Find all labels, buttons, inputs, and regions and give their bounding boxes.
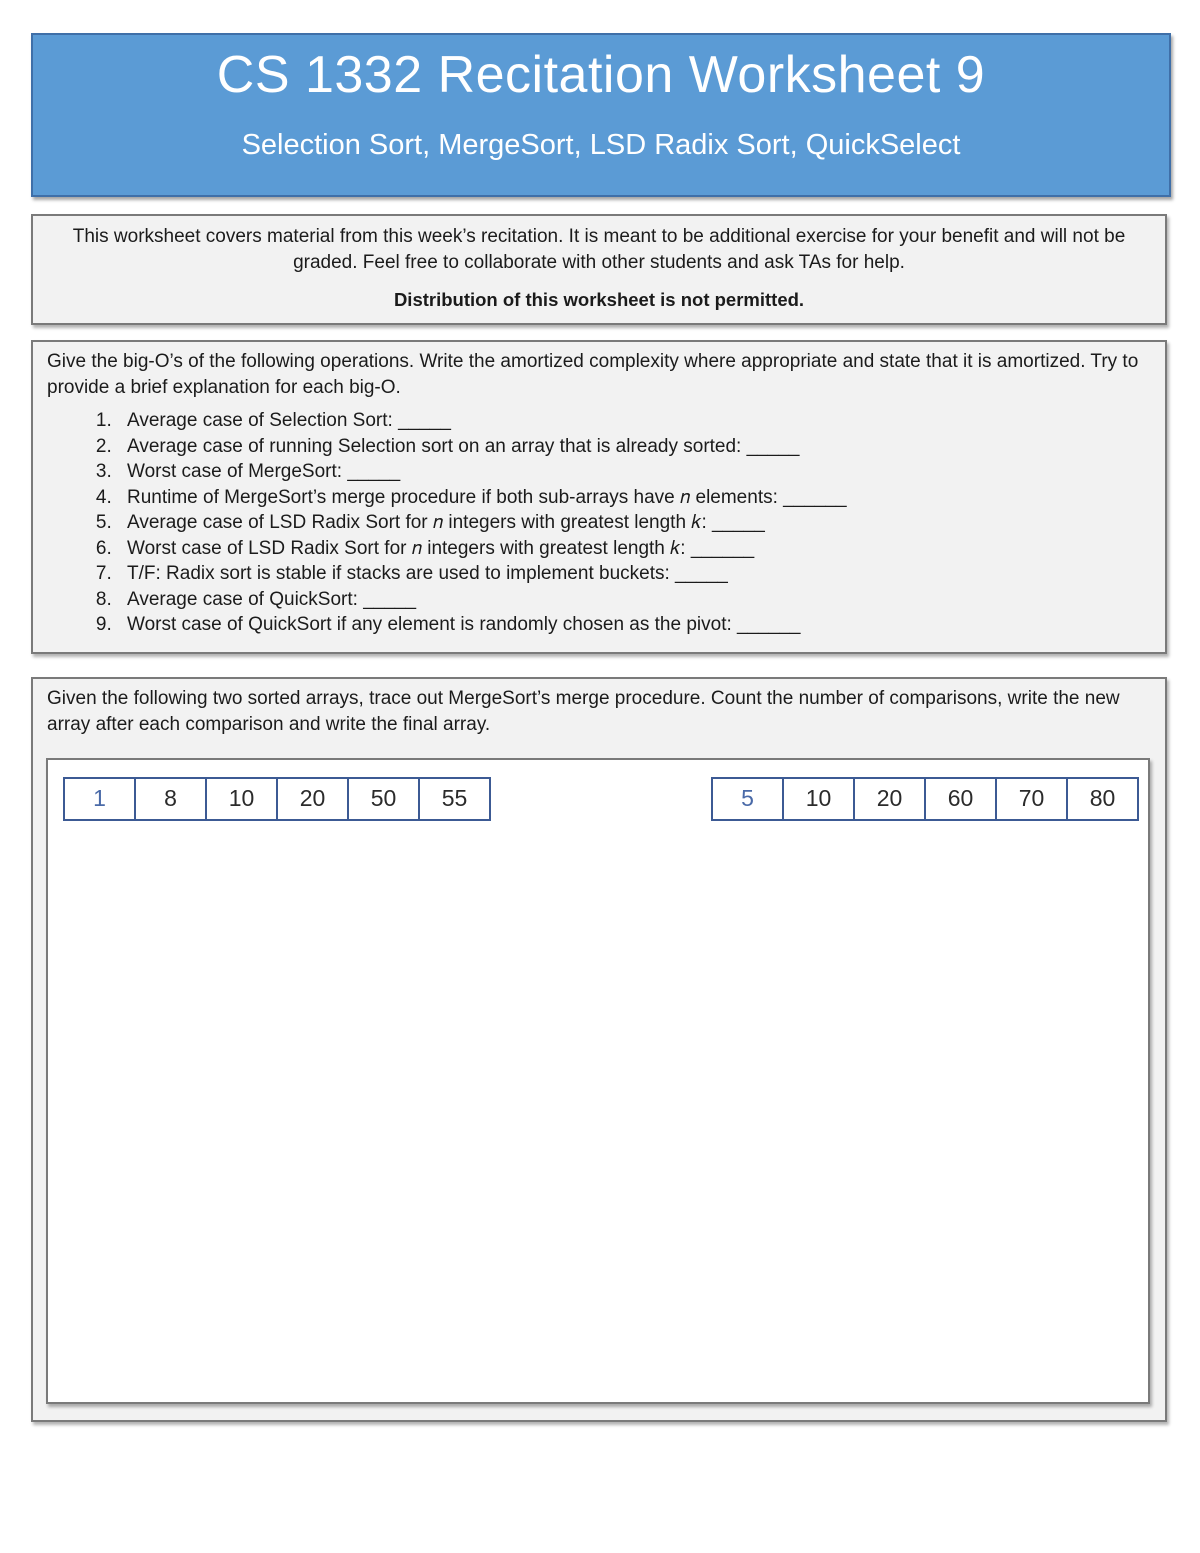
questions-prompt: Give the big-O’s of the following operations. Write the amortized complexity where appropriate and state that it is amortized. Try to provide a brief explanation for each big-O.	[47, 351, 1139, 398]
merge-trace-panel	[31, 677, 1167, 1422]
distribution-notice: Distribution of this worksheet is not permitted.	[393, 289, 805, 310]
array-cell: 60	[926, 779, 997, 819]
worksheet-title: CS 1332 Recitation Worksheet 9	[216, 46, 986, 104]
sorted-array-a	[63, 777, 491, 821]
question-item: 4. Runtime of MergeSort’s merge procedure if both sub-arrays have 𝑛 elements: ______	[117, 485, 1151, 511]
intro-text: This worksheet covers material from this week’s recitation. It is meant to be additional exercise for your benefit and will not be graded. Feel free to collaborate with other students and ask TAs for help.	[72, 226, 1126, 273]
array-cell: 50	[349, 779, 420, 819]
merge-prompt: Given the following two sorted arrays, trace out MergeSort’s merge procedure. Count the number of comparisons, write the new array after each comparison and write the final array.	[47, 688, 1120, 735]
worksheet-subtitle: Selection Sort, MergeSort, LSD Radix Sort, QuickSelect	[241, 129, 961, 161]
question-item: 5. Average case of LSD Radix Sort for 𝑛 integers with greatest length 𝑘: _____	[117, 510, 1151, 536]
answer-work-area[interactable]	[46, 758, 1150, 1404]
array-cell: 10	[207, 779, 278, 819]
question-item: 8. Average case of QuickSort: _____	[117, 587, 1151, 613]
array-cell: 20	[278, 779, 349, 819]
array-cell: 5	[713, 779, 784, 819]
array-cell: 1	[65, 779, 136, 819]
question-item: 7. T/F: Radix sort is stable if stacks are used to implement buckets: _____	[117, 561, 1151, 587]
question-item: 2. Average case of running Selection sort on an array that is already sorted: _____	[117, 434, 1151, 460]
worksheet-header	[31, 33, 1171, 197]
question-item: 3. Worst case of MergeSort: _____	[117, 459, 1151, 485]
questions-list	[47, 408, 1151, 638]
question-item: 6. Worst case of LSD Radix Sort for 𝑛 integers with greatest length 𝑘: ______	[117, 536, 1151, 562]
array-cell: 10	[784, 779, 855, 819]
array-cell: 8	[136, 779, 207, 819]
array-cell: 80	[1089, 785, 1116, 812]
question-item: 9. Worst case of QuickSort if any element is randomly chosen as the pivot: ______	[117, 612, 1151, 638]
sorted-array-b	[711, 777, 1139, 821]
big-o-questions-panel	[31, 340, 1167, 654]
array-cell: 55	[441, 785, 468, 812]
array-cell: 70	[997, 779, 1068, 819]
question-item: 1. Average case of Selection Sort: _____	[117, 408, 1151, 434]
intro-panel	[31, 214, 1167, 325]
array-cell: 20	[855, 779, 926, 819]
